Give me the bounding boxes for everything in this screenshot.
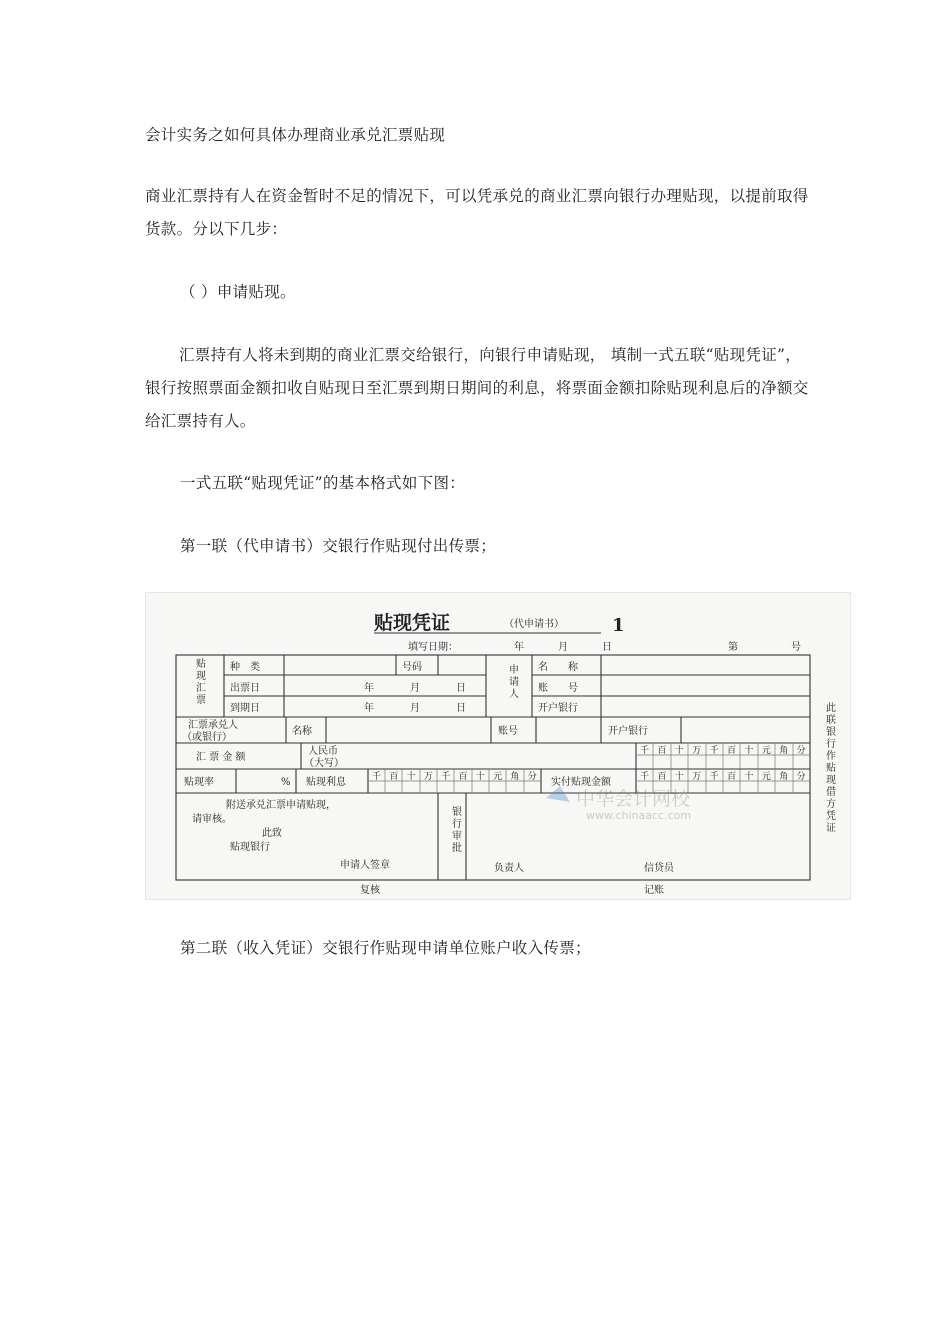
digit-header-6: 十 <box>744 772 754 782</box>
side-label-applicant: 申请人 <box>509 665 519 700</box>
digit-header-1: 百 <box>657 746 667 756</box>
form-title: 贴现凭证 <box>374 612 451 634</box>
digit-header-1: 百 <box>657 772 667 782</box>
digit-header-6: 十 <box>744 746 754 756</box>
document-title: 会计实务之如何具体办理商业承兑汇票贴现 <box>145 126 446 144</box>
copy-two-note: 第二联（收入凭证）交银行作贴现申请单位账户收入传票； <box>180 939 591 957</box>
digit-header-3: 万 <box>423 772 433 782</box>
label-rmb: 人民币 <box>308 746 338 757</box>
digit-header-1: 百 <box>389 772 399 782</box>
copy-number: 1 <box>612 615 625 636</box>
digit-header-9: 分 <box>796 772 806 782</box>
due-day: 日 <box>456 703 466 714</box>
copy-one-note: 第一联（代申请书）交银行作贴现付出传票； <box>180 537 497 555</box>
label-applicant-signature: 申请人签章 <box>340 860 390 871</box>
label-due-date: 到期日 <box>230 703 260 714</box>
label-kind: 种 类 <box>230 662 260 673</box>
digit-header-3: 万 <box>692 772 702 782</box>
label-acceptor-name: 名称 <box>292 726 312 737</box>
attach-line-3: 此致 <box>262 828 282 839</box>
attach-line-1: 附送承兑汇票申请贴现， <box>226 800 336 811</box>
header-day: 日 <box>602 642 612 653</box>
digit-header-5: 百 <box>458 772 468 782</box>
issue-year: 年 <box>364 683 374 694</box>
label-number: 号码 <box>402 662 422 673</box>
label-net-amount: 实付贴现金额 <box>551 777 611 788</box>
header-no-suffix: 号 <box>791 642 801 653</box>
digit-header-8: 角 <box>779 772 789 782</box>
right-side-note: 此联银行作贴现借方凭证 <box>826 703 836 834</box>
attach-line-2: 请审核。 <box>192 814 232 825</box>
watermark-logo-icon <box>546 786 570 802</box>
format-intro: 一式五联“贴现凭证”的基本格式如下图： <box>180 474 466 492</box>
digit-header-3: 万 <box>692 746 702 756</box>
label-acceptor-account: 账号 <box>498 726 518 737</box>
digit-header-9: 分 <box>527 772 537 782</box>
attach-line-4: 贴现银行 <box>230 842 270 853</box>
label-issue-date: 出票日 <box>230 683 260 694</box>
digit-header-2: 十 <box>406 772 416 782</box>
digit-header-2: 十 <box>674 772 684 782</box>
digit-header-0: 千 <box>640 746 650 756</box>
digit-header-8: 角 <box>510 772 520 782</box>
step-heading: （ ）申请贴现。 <box>180 283 296 301</box>
issue-day: 日 <box>456 683 466 694</box>
label-bookkeeping: 记账 <box>644 885 664 896</box>
digit-header-7: 元 <box>493 772 503 782</box>
digit-header-5: 百 <box>727 772 737 782</box>
discount-voucher-figure <box>145 592 851 900</box>
due-month: 月 <box>410 703 420 714</box>
step-paragraph: 汇票持有人将未到期的商业汇票交给银行，向银行申请贴现， 填制一式五联“贴现凭证”， 银行按照票面金额扣收自贴现日至汇票到期日期间的利息，将票面金额扣除贴现利息后的净额交给汇票持有人。 <box>145 346 809 430</box>
digit-header-0: 千 <box>640 772 650 782</box>
digit-header-5: 百 <box>727 746 737 756</box>
label-bill-amount: 汇 票 金 额 <box>196 752 246 763</box>
watermark <box>546 786 691 822</box>
digit-header-2: 十 <box>674 746 684 756</box>
digit-header-0: 千 <box>372 772 382 782</box>
label-rmb-caps: （大写） <box>304 758 344 769</box>
discount-voucher-form <box>146 593 851 900</box>
digit-header-4: 千 <box>709 772 719 782</box>
digit-header-4: 千 <box>709 746 719 756</box>
fill-date-label: 填写日期： <box>408 642 458 653</box>
label-responsible: 负责人 <box>494 863 524 874</box>
digit-header-9: 分 <box>796 746 806 756</box>
label-discount-interest: 贴现利息 <box>306 777 346 788</box>
label-applicant-name: 名 称 <box>538 662 578 673</box>
digit-header-8: 角 <box>779 746 789 756</box>
issue-month: 月 <box>410 683 420 694</box>
label-applicant-bank: 开户银行 <box>538 703 578 714</box>
label-acceptor-open-bank: 开户银行 <box>608 726 648 737</box>
label-applicant-account: 账 号 <box>538 683 578 694</box>
header-month: 月 <box>558 642 568 653</box>
label-acceptor-bank: （或银行） <box>182 732 232 743</box>
label-review: 复核 <box>360 885 380 896</box>
digit-header-7: 元 <box>761 746 771 756</box>
form-subtitle: （代申请书） <box>504 619 564 630</box>
label-percent: % <box>281 777 291 788</box>
digit-header-6: 十 <box>475 772 485 782</box>
digit-header-7: 元 <box>761 772 771 782</box>
digit-header-4: 千 <box>441 772 451 782</box>
label-credit-officer: 信贷员 <box>644 863 674 874</box>
due-year: 年 <box>364 703 374 714</box>
side-label-bank-review: 银行审批 <box>452 807 462 854</box>
label-acceptor: 汇票承兑人 <box>188 720 238 731</box>
label-discount-rate: 贴现率 <box>184 777 214 788</box>
header-year: 年 <box>514 642 524 653</box>
side-label-discount-bill: 贴现汇票 <box>196 659 206 706</box>
header-no-label: 第 <box>728 642 738 653</box>
watermark-url: www.chinaacc.com <box>586 809 692 822</box>
interest-digit-headers <box>372 770 537 782</box>
intro-paragraph: 商业汇票持有人在资金暂时不足的情况下，可以凭承兑的商业汇票向银行办理贴现，以提前取得货款。分以下几步： <box>145 187 809 238</box>
watermark-text: 中华会计网校 <box>576 788 691 810</box>
